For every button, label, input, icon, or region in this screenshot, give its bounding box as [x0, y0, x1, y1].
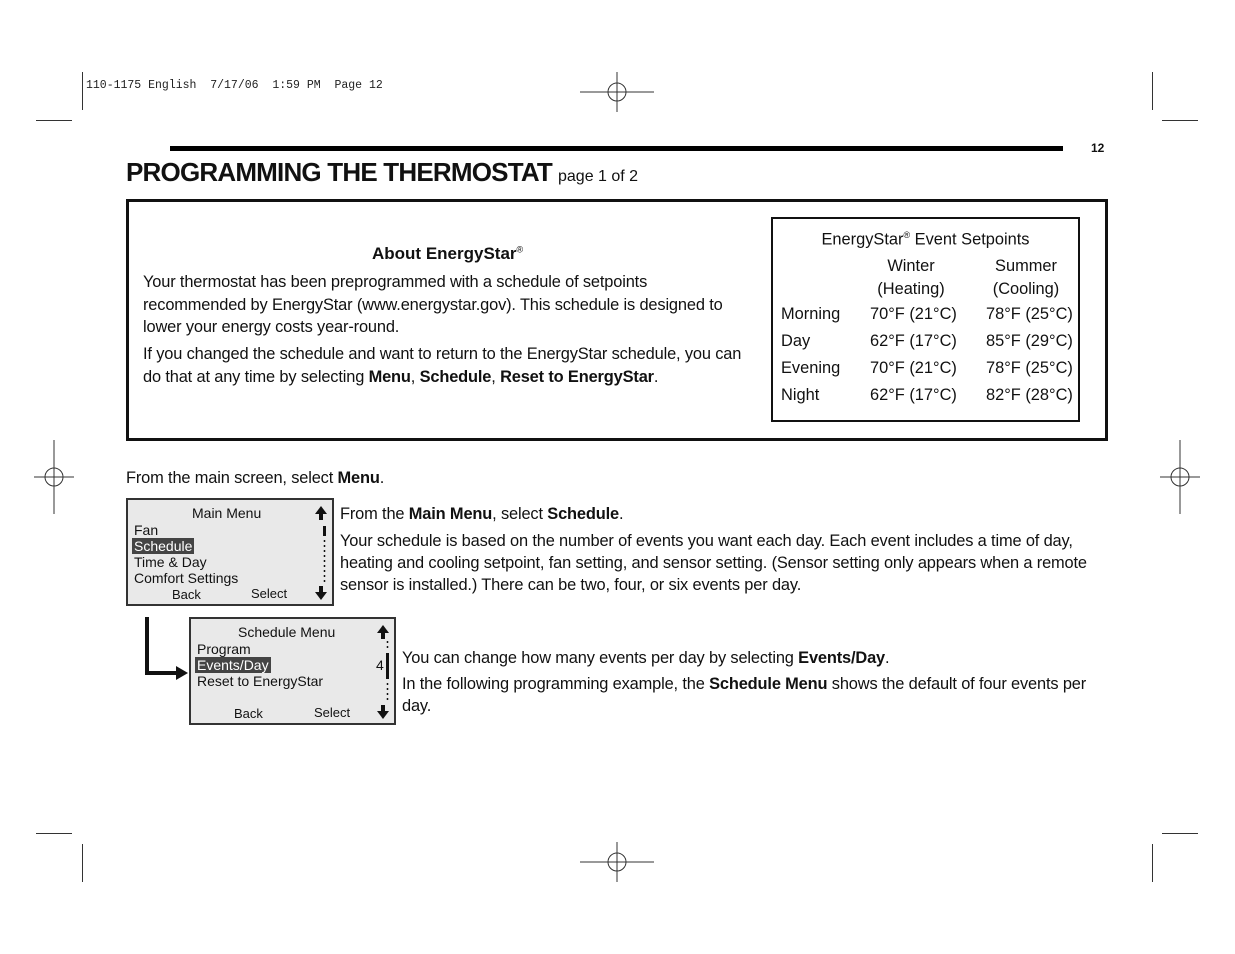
event-name: Night — [781, 386, 820, 404]
winter-value: 70°F (21°C) — [870, 305, 957, 323]
setpoints-title — [773, 230, 1078, 249]
crop-mark — [1162, 833, 1198, 834]
winter-value: 70°F (21°C) — [870, 359, 957, 377]
registration-mark-icon — [580, 842, 654, 882]
about-p2-menu: Menu — [368, 367, 411, 386]
crop-mark — [1162, 120, 1198, 121]
registration-mark-icon — [1160, 440, 1200, 514]
table-row — [781, 305, 1073, 332]
schedule-menu-display — [189, 617, 396, 725]
menu-item-comfort-settings[interactable]: Comfort Settings — [134, 570, 239, 586]
table-row — [781, 386, 1073, 413]
step2-text: shows the default of four events per day. — [402, 675, 1087, 715]
summer-value: 85°F (29°C) — [986, 332, 1073, 350]
crop-mark — [82, 844, 83, 882]
scrollbar-icon — [323, 522, 327, 582]
page-number: 12 — [1091, 141, 1105, 155]
about-heading — [372, 244, 523, 264]
select-softkey[interactable]: Select — [314, 705, 351, 720]
instruction-main-screen — [126, 467, 384, 489]
menu-item-program[interactable]: Program — [197, 641, 251, 657]
title-text: PROGRAMMING THE THERMOSTAT — [126, 157, 552, 187]
summer-value: 78°F (25°C) — [986, 359, 1073, 377]
setpoints-title-text: EnergyStar — [821, 230, 904, 249]
winter-value: 62°F (17°C) — [870, 332, 957, 350]
menu-item-fan[interactable]: Fan — [134, 522, 159, 538]
menu-item-schedule[interactable] — [134, 538, 194, 554]
page-title — [126, 157, 638, 188]
step2-text: In the following programming example, the — [402, 675, 710, 693]
menu-item-events-day[interactable] — [197, 657, 271, 673]
summer-sub-label: (Cooling) — [992, 279, 1060, 298]
lcd-title: Schedule Menu — [238, 624, 336, 640]
setpoints-title-rest: Event Setpoints — [910, 230, 1030, 249]
instruction-example — [402, 673, 1107, 717]
menu-item-time-day[interactable]: Time & Day — [134, 554, 207, 570]
step2-events-day: Events/Day — [798, 649, 886, 667]
registration-mark-icon — [580, 72, 654, 112]
summer-label: Summer — [995, 257, 1057, 275]
schedule-description: Your schedule is based on the number of events you want each day. Each event includes a time of day, heating and cooling setpoint, fan setting, and sensor setting. (Sensor setting only appears when a remote sensor is installed.) There can be two, four, or six events per day. — [340, 532, 1087, 594]
instruction-events-day — [402, 647, 889, 669]
crop-mark — [36, 120, 72, 121]
step1-text: . — [618, 505, 624, 523]
setpoints-table — [771, 217, 1080, 422]
menu-item-reset-energystar[interactable]: Reset to EnergyStar — [197, 673, 324, 689]
back-softkey[interactable]: Back — [234, 706, 263, 721]
printer-slug: 110-1175 English 7/17/06 1:59 PM Page 12 — [86, 79, 383, 92]
crop-mark — [1152, 72, 1153, 110]
winter-sub-label: (Heating) — [877, 279, 945, 298]
main-menu-display — [126, 498, 334, 606]
event-name: Evening — [781, 359, 841, 377]
about-paragraph-2 — [143, 343, 748, 388]
table-row — [781, 359, 1073, 386]
about-paragraph-1: Your thermostat has been preprogrammed with a schedule of setpoints recommended by EnergyStar (www.energystar.gov). This schedule is designed to lower your energy costs year-round. — [143, 273, 723, 336]
step0-menu: Menu — [337, 469, 380, 487]
scrollbar-icon — [386, 641, 390, 701]
about-p2-schedule: Schedule — [419, 367, 492, 386]
about-p2-reset: Reset to EnergyStar — [500, 367, 654, 386]
crop-mark — [36, 833, 72, 834]
event-name: Morning — [781, 305, 841, 323]
lcd-title: Main Menu — [192, 505, 262, 521]
header-rule — [170, 146, 1063, 151]
step2-text: . — [885, 649, 890, 667]
step1-main-menu: Main Menu — [408, 505, 493, 523]
step1-text: , select — [492, 505, 548, 523]
scroll-up-arrow-icon[interactable] — [314, 506, 328, 520]
flow-arrow-icon — [142, 617, 188, 683]
crop-mark — [82, 72, 83, 110]
summer-value: 78°F (25°C) — [986, 305, 1073, 323]
step2-text: You can change how many events per day by selecting — [402, 649, 799, 667]
events-per-day-value: 4 — [376, 657, 384, 673]
step1-schedule: Schedule — [547, 505, 619, 523]
winter-value: 62°F (17°C) — [870, 386, 957, 404]
table-row — [781, 332, 1073, 359]
menu-item-schedule-label: Schedule — [134, 538, 193, 554]
registered-mark: ® — [903, 230, 911, 240]
about-p2-end: . — [653, 367, 659, 386]
select-softkey[interactable]: Select — [251, 586, 288, 601]
crop-mark — [1152, 844, 1153, 882]
step2-schedule-menu: Schedule Menu — [709, 675, 828, 693]
registration-mark-icon — [34, 440, 74, 514]
winter-label: Winter — [887, 257, 935, 275]
instruction-main-menu — [340, 503, 623, 525]
winter-column-header — [861, 255, 961, 300]
summer-value: 82°F (28°C) — [986, 386, 1073, 404]
step0-end: . — [379, 469, 385, 487]
back-softkey[interactable]: Back — [172, 587, 201, 602]
scroll-down-arrow-icon[interactable] — [376, 705, 390, 719]
scroll-down-arrow-icon[interactable] — [314, 586, 328, 600]
scroll-up-arrow-icon[interactable] — [376, 625, 390, 639]
registered-mark: ® — [516, 244, 524, 255]
about-p2-sep: , — [491, 367, 501, 386]
about-p2-start: If you changed the schedule and want to return to the EnergyStar schedule, you can do that at any time by selecting — [143, 345, 742, 386]
step0-start: From the main screen, select — [126, 469, 338, 487]
menu-item-events-day-label: Events/Day — [197, 657, 269, 673]
page-subtitle: page 1 of 2 — [558, 168, 639, 185]
step1-text: From the — [340, 505, 409, 523]
about-p2-sep: , — [410, 367, 420, 386]
event-name: Day — [781, 332, 811, 350]
about-heading-text: About EnergyStar — [372, 244, 517, 263]
summer-column-header — [976, 255, 1076, 300]
